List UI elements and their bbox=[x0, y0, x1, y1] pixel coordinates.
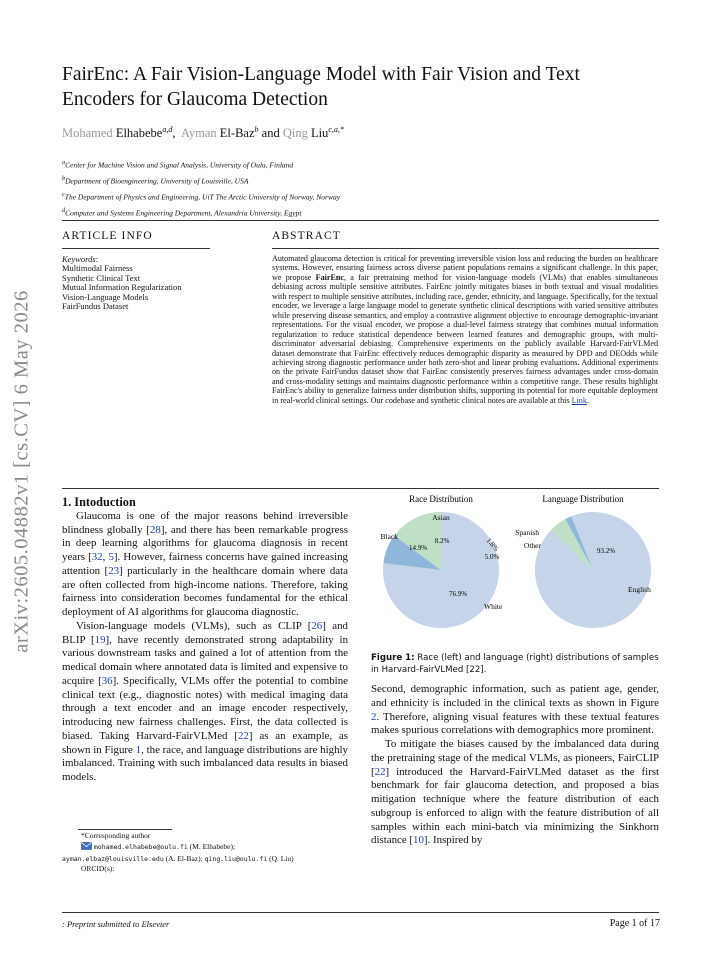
intro-paragraph-3: Second, demographic information, such as patient age, gender, and ethnicity is included in the clinical texts as shown in Figure 2. Therefore, aligning visual features with these textual features makes spurious correlations with demographics more prominent. bbox=[371, 683, 659, 737]
slice-category-label: Black bbox=[380, 532, 398, 541]
slice-percent-label: 5.0% bbox=[484, 553, 500, 561]
arxiv-stamp: arXiv:2605.04882v1 [cs.CV] 6 May 2026 bbox=[10, 290, 33, 653]
title-line-1: FairEnc: A Fair Vision-Language Model with Fair Vision and Text bbox=[62, 64, 580, 85]
citation-link[interactable]: 28 bbox=[149, 523, 161, 536]
affiliations bbox=[62, 156, 340, 220]
figure-1-caption-text: Race (left) and language (right) distributions of samples in Harvard-FairVLMed [22]. bbox=[371, 653, 659, 675]
figure-1-charts bbox=[362, 488, 662, 638]
author-3-last: Liu bbox=[310, 126, 329, 141]
code-link[interactable]: Link bbox=[571, 395, 587, 405]
slice-percent-label: 76.9% bbox=[448, 590, 468, 598]
author-1-last: Elhabebe bbox=[115, 126, 163, 141]
citation-link[interactable]: 10 bbox=[413, 834, 424, 847]
footnote-rule bbox=[78, 829, 172, 830]
citation-link[interactable]: 32 bbox=[91, 551, 103, 563]
citation-link[interactable]: 23 bbox=[108, 564, 120, 577]
figure-1-caption-label: Figure 1: bbox=[371, 653, 415, 663]
keyword: Mutual Information Regularization bbox=[62, 282, 182, 293]
affiliation-d: $^d$Computer and Systems Engineering Department, Alexandria University, Egypt bbox=[62, 207, 302, 218]
email-1[interactable]: mohamed.elhabebe@oulu.fi bbox=[93, 842, 188, 851]
author-3-sup: c,a,* bbox=[328, 125, 344, 134]
email-3[interactable]: qing.liu@oulu.fi bbox=[204, 854, 268, 863]
citation-link[interactable]: 1 bbox=[135, 743, 142, 756]
corresponding-author-note: *Corresponding author bbox=[81, 831, 151, 840]
keyword: Vision-Language Models bbox=[62, 291, 149, 302]
author-1-first: Mohamed bbox=[62, 126, 113, 141]
orcid-line: ORCID(s): bbox=[81, 864, 115, 874]
affiliation-c: $^c$The Department of Physics and Engineering, UiT The Arctic University of Norway, Norway bbox=[62, 191, 341, 202]
footer-rule bbox=[62, 912, 659, 913]
author-and: and bbox=[261, 126, 280, 141]
figure-1-caption bbox=[371, 652, 659, 676]
slice-percent-label: 1.8% bbox=[484, 536, 501, 553]
section-heading-introduction: 1. Intoduction bbox=[62, 495, 136, 509]
intro-paragraph-4: To mitigate the biases caused by the imbalanced data during the pretraining stage of the medical VLMs, as pioneers, FairCLIP [22] introduced the Harvard-FairVLMed dataset as the first benchmark for fair glaucoma detection, and proposed a bias mitigation technique where the feature distribution of each subgroup is enforced to align with the feature distribution of all samples within each mini-batch via minimizing the Sinkhorn distance [10]. Inspired by bbox=[371, 738, 659, 847]
citation-link[interactable]: 22 bbox=[237, 729, 249, 742]
slice-percent-label: 8.2% bbox=[434, 537, 450, 545]
figure-1 bbox=[362, 488, 662, 638]
article-info-rule bbox=[62, 248, 210, 249]
intro-paragraph-2: Vision-language models (VLMs), such as CLIP [26] and BLIP [19], have recently demonstrated strong adaptability in various downstream tasks and gained a lot of attention from the medical domain where annotated data is limited and expensive to acquire [36]. Specifically, VLMs offer the potential to combine clinical text (e.g., diagnostic notes) with medical imaging data through a text encoder and an image encoder respectively, introducing new fairness challenges. First, the data collected is biased. Taking Harvard-FairVLMed [22] as an example, as shown in Figure 1, the race, and language distributions are highly imbalanced. Training with such imbalanced data results in biased models. bbox=[62, 619, 349, 783]
keyword: Synthetic Clinical Text bbox=[62, 272, 141, 283]
citation-link[interactable]: 2 bbox=[371, 710, 377, 723]
keywords-block: Keywords: Multimodal Fairness Synthetic Clinical Text Mutual Information Regularization Vision-Language Models FairFundus Dataset bbox=[62, 254, 182, 312]
article-info-heading: ARTICLE INFO bbox=[62, 230, 153, 242]
affiliation-b: $^b$Department of Bioengineering, University of Louisville, USA bbox=[62, 175, 249, 186]
language-chart-title: Language Distribution bbox=[542, 494, 624, 504]
email-2[interactable]: ayman.elbaz@louisville.edu bbox=[62, 854, 164, 863]
slice-category-label: English bbox=[628, 585, 651, 594]
intro-paragraph-1: Glaucoma is one of the major reasons behind irreversible blindness globally [28], and there has been remarkable progress in deep learning algorithms for glaucoma diagnosis in recent years [32, 5]. However, fairness concerns have gained increasing attention [23] particularly in the healthcare domain where data are often collected from high-income nations. Therefore, taking fairness into consideration becomes fundamental for the ethical deployment of AI algorithms for glaucoma diagnostic. bbox=[62, 509, 348, 618]
title-line-2: Encoders for Glaucoma Detection bbox=[62, 89, 328, 110]
slice-category-label: White bbox=[484, 602, 503, 611]
slice-category-label: Spanish bbox=[515, 528, 539, 537]
author-2-sup: b bbox=[254, 125, 259, 134]
footer-preprint-note: : Preprint submitted to Elsevier bbox=[62, 919, 170, 929]
citation-link[interactable]: 5 bbox=[108, 551, 114, 563]
citation-link[interactable]: 26 bbox=[311, 619, 323, 632]
keyword: Multimodal Fairness bbox=[62, 263, 133, 274]
page-number: Page 1 of 17 bbox=[609, 918, 660, 929]
footnote: *Corresponding author mohamed.elhabebe@oulu.fi (M. Elhabebe); ayman.elbaz@louisville.edu (A. El-Baz); qing.liu@oulu.fi (Q. Liu) ORCID(s): bbox=[62, 831, 352, 875]
citation-link[interactable]: 36 bbox=[101, 674, 113, 687]
citation-link[interactable]: 19 bbox=[94, 633, 106, 646]
right-column bbox=[371, 683, 659, 848]
abstract-heading: ABSTRACT bbox=[272, 230, 341, 242]
keywords-label: Keywords bbox=[62, 254, 96, 264]
abstract-rule bbox=[272, 248, 659, 249]
paper-title bbox=[62, 62, 662, 112]
affiliation-a: $^a$Center for Machine Vision and Signal Analysis, University of Oulu, Finland bbox=[62, 159, 294, 170]
left-column bbox=[62, 496, 348, 785]
author-2-first: Ayman bbox=[181, 126, 217, 141]
slice-percent-label: 93.2% bbox=[596, 547, 616, 555]
slice-percent-label: 14.9% bbox=[408, 544, 428, 552]
method-name: FairEnc bbox=[315, 272, 344, 282]
author-3-first: Qing bbox=[282, 126, 308, 141]
abstract-text: Automated glaucoma detection is critical for preventing irreversible vision loss and reducing the burden on healthcare systems. However, ensuring fairness across diverse patient populations remains a significant challenge. In this paper, we propose FairEnc, a fair pretraining method for vision-language models (VLMs) that enables simultaneous debiasing across multiple sensitive attributes. FairEnc jointly mitigates biases in both textual and visual modalities with respect to multiple sensitive attributes, including race, gender, ethnicity, and language. Specifically, for the textual encoder, we leverage a large language model to generate synthetic clinical descriptions with varied sensitive attributes while preserving disease semantics, and employ a contrastive alignment objective to encourage demographic-invariant representations. For the visual encoder, we propose a dual-level fairness strategy that combines mutual information regularization to reduce statistical dependence between learned features and demographic groups, with multi-discriminator adversarial debiasing. Comprehensive experiments on the publicly available Harvard-FairVLMed dataset demonstrate that FairEnc effectively reduces demographic disparity as measured by DPD and DEOdds while achieving strong diagnostic performance under both zero-shot and linear probing evaluations. Additional experiments on the private FairFundus dataset show that FairEnc consistently preserves fairness advantages under cross-domain and cross-modality settings and maintains diagnostic performance within a competitive range. These results highlight FairEnc's ability to generalize fairness under distribution shifts, supporting its potential for more equitable deployment in real-world clinical settings. Our codebase and synthetic clinical notes are available at this Link. bbox=[272, 254, 658, 405]
author-2-last: El-Baz bbox=[219, 126, 255, 141]
top-divider bbox=[62, 220, 659, 221]
slice-category-label: Asian bbox=[432, 513, 450, 522]
author-list: Mohamed Elhabebe$^{a,d}$, Ayman El-Baz$^b$ and Qing Liu$^{c,a,*}$ bbox=[62, 125, 344, 141]
citation-link[interactable]: 22 bbox=[374, 765, 386, 778]
author-1-sup: a,d bbox=[162, 125, 173, 134]
slice-category-label: Other bbox=[523, 541, 541, 550]
race-chart-title: Race Distribution bbox=[409, 494, 473, 504]
keyword: FairFundus Dataset bbox=[62, 301, 129, 312]
mail-icon bbox=[81, 842, 92, 854]
